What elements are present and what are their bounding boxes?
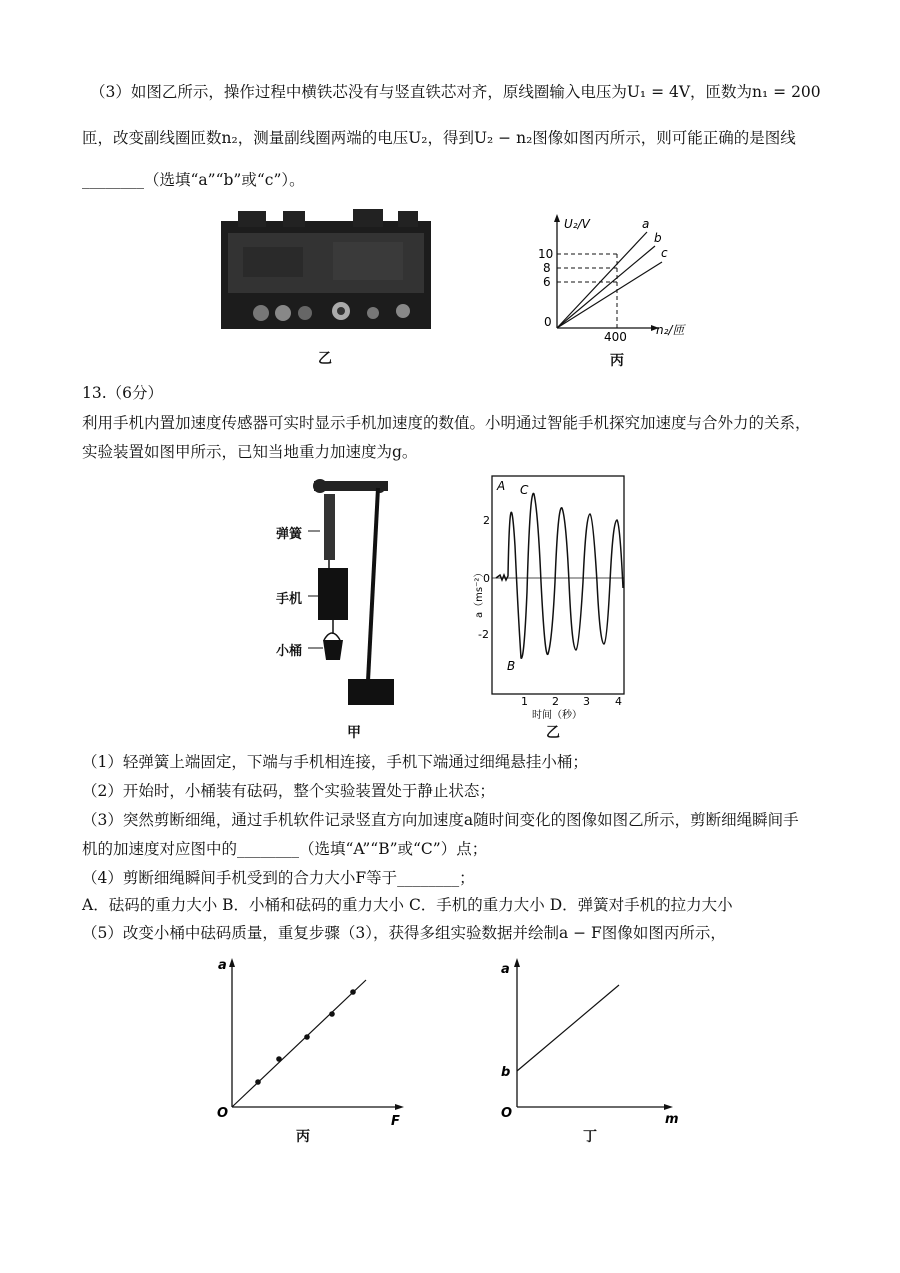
data-point: [329, 1011, 335, 1017]
x-tick-1: 1: [521, 695, 528, 708]
y-tick-2: 2: [483, 514, 490, 527]
x-tick-400: 400: [604, 330, 627, 344]
label-bucket: 小桶: [276, 644, 303, 659]
origin-label: O: [217, 1106, 229, 1121]
line-c-label: c: [661, 246, 668, 260]
a-m-graph: [495, 955, 695, 1130]
y-tick-6: 6: [543, 275, 551, 289]
step-5: （5）改变小桶中砝码质量，重复步骤（3），获得多组实验数据并绘制a − F图像如图丙所示，: [82, 924, 726, 942]
y-tick-10: 10: [538, 247, 554, 261]
fig-bing-top-caption: 丙: [610, 353, 624, 369]
fig-bing-bottom-caption: 丙: [296, 1129, 310, 1145]
u2-n2-graph: [530, 210, 700, 345]
fig-yi-top-caption: 乙: [318, 351, 332, 367]
label-phone: 手机: [276, 592, 303, 607]
fig-ding-caption: 丁: [583, 1129, 597, 1145]
y-axis-label: U₂/V: [564, 217, 590, 231]
y-axis-label: a: [218, 958, 227, 973]
origin-label: O: [501, 1106, 513, 1121]
q12-part3-line3: ________（选填“a”“b”或“c”）。: [82, 171, 305, 189]
x-tick-2: 2: [552, 695, 559, 708]
spring: [324, 494, 335, 560]
step-1: （1）轻弹簧上端固定，下端与手机相连接，手机下端通过细绳悬挂小桶；: [82, 753, 588, 771]
q13-header: 13.（6分）: [82, 384, 164, 402]
label-spring: 弹簧: [276, 527, 303, 542]
step-4-options: A．砝码的重力大小 B．小桶和砝码的重力大小 C．手机的重力大小 D．弹簧对手机的拉力大小: [82, 896, 733, 914]
point-a-label: A: [497, 479, 506, 493]
x-axis-label: m: [665, 1112, 679, 1127]
transformer-photo: [213, 207, 439, 335]
point-c-label: C: [520, 483, 529, 497]
x-tick-3: 3: [583, 695, 590, 708]
y-axis-label: a: [501, 962, 510, 977]
fig-jia-caption: 甲: [347, 725, 361, 741]
step-3a: （3）突然剪断细绳，通过手机软件记录竖直方向加速度a随时间变化的图像如图乙所示，剪断细绳瞬间手: [82, 811, 799, 829]
bucket: [323, 640, 343, 660]
line-b-label: b: [654, 231, 662, 245]
line-a-label: a: [642, 217, 650, 231]
a-f-graph: [210, 955, 410, 1130]
x-tick-4: 4: [615, 695, 622, 708]
origin-label: 0: [544, 315, 552, 329]
y-axis-label: a（ms⁻²）: [474, 567, 485, 618]
q13-intro1: 利用手机内置加速度传感器可实时显示手机加速度的数值。小明通过智能手机探究加速度与合外力的关系，: [82, 414, 811, 432]
q12-part3-line1: （3）如图乙所示，操作过程中横铁芯没有与竖直铁芯对齐，原线圈输入电压为U₁ = 4V，匝数为n₁ = 200: [90, 83, 821, 101]
data-point: [350, 989, 356, 995]
fig-yi-accel-caption: 乙: [546, 725, 560, 741]
point-b-label: B: [507, 659, 516, 673]
step-4: （4）剪断细绳瞬间手机受到的合力大小F等于________；: [82, 869, 475, 887]
data-point: [276, 1056, 282, 1062]
x-axis-label: n₂/匝: [656, 323, 685, 337]
x-axis-label: F: [391, 1114, 400, 1129]
step-2: （2）开始时，小桶装有砝码，整个实验装置处于静止状态；: [82, 782, 495, 800]
data-point: [255, 1079, 261, 1085]
line-b: [557, 246, 655, 328]
acceleration-graph: [466, 472, 636, 720]
accel-curve: [496, 493, 623, 658]
y-tick-8: 8: [543, 261, 551, 275]
intercept-label: b: [501, 1065, 511, 1080]
y-tick-neg2: -2: [478, 628, 489, 641]
q12-part3-line2: 匝，改变副线圈匝数n₂，测量副线圈两端的电压U₂，得到U₂ − n₂图像如图丙所示，则可能正确的是图线: [82, 129, 796, 147]
data-point: [304, 1034, 310, 1040]
step-3b: 机的加速度对应图中的________（选填“A”“B”或“C”）点；: [82, 840, 488, 858]
x-axis-label: 时间（秒）: [532, 710, 582, 720]
y-tick-0: 0: [483, 572, 490, 585]
q13-intro2: 实验装置如图甲所示，已知当地重力加速度为g。: [82, 443, 418, 461]
phone: [318, 568, 348, 620]
